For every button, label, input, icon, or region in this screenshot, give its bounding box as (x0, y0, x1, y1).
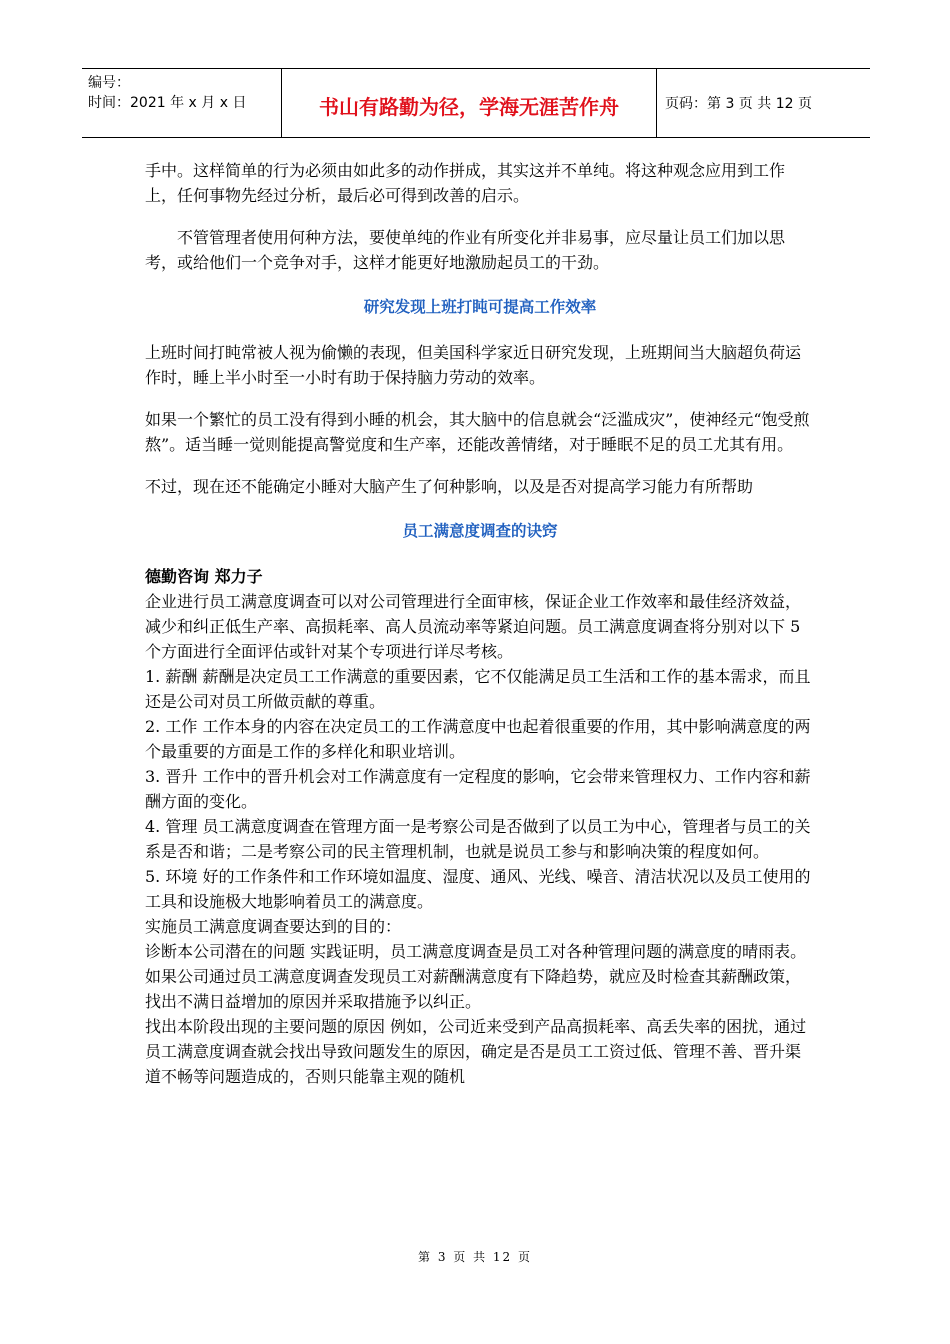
section-title: 员工满意度调查的诀窍 (402, 522, 558, 540)
header-left-cell (82, 69, 282, 137)
list-item: 1. 薪酬 薪酬是决定员工工作满意的重要因素，它不仅能满足员工生活和工作的基本需求，而且还是公司对员工所做贡献的尊重。 (145, 667, 811, 711)
paragraph: 实施员工满意度调查要达到的目的： (145, 917, 402, 936)
list-item: 5. 环境 好的工作条件和工作环境如温度、湿度、通风、光线、噪音、清洁状况以及员工使用的工具和设施极大地影响着员工的满意度。 (145, 867, 811, 911)
list-item: 2. 工作 工作本身的内容在决定员工的工作满意度中也起着很重要的作用，其中影响满意度的两个最重要的方面是工作的多样化和职业培训。 (145, 717, 811, 761)
paragraph: 不管管理者使用何种方法，要使单纯的作业有所变化并非易事，应尽量让员工们加以思考，或给他们一个竞争对手，这样才能更好地激励起员工的干劲。 (145, 228, 786, 272)
header-page-info: 页码：第 3 页 共 12 页 (665, 96, 812, 112)
paragraph: 不过，现在还不能确定小睡对大脑产生了何种影响，以及是否对提高学习能力有所帮助 (145, 477, 754, 496)
paragraph: 企业进行员工满意度调查可以对公司管理进行全面审核，保证企业工作效率和最佳经济效益，减少和纠正低生产率、高损耗率、高人员流动率等紧迫问题。员工满意度调查将分别对以下 5 个方面进行全面评估或针对某个专项进行详尽考核。 (145, 592, 802, 661)
section-title: 研究发现上班打盹可提高工作效率 (363, 298, 597, 316)
paragraph: 手中。这样简单的行为必须由如此多的动作拼成，其实这并不单纯。将这种观念应用到工作上，任何事物先经过分析，最后必可得到改善的启示。 (145, 161, 786, 205)
document-number-label: 编号： (88, 75, 130, 91)
page-footer: 第 3 页 共 12 页 (418, 1250, 532, 1264)
document-body (145, 158, 815, 1089)
paragraph: 诊断本公司潜在的问题 实践证明，员工满意度调查是员工对各种管理问题的满意度的晴雨表。如果公司通过员工满意度调查发现员工对薪酬满意度有下降趋势，就应及时检查其薪酬政策，找出不满日益增加的原因并采取措施予以纠正。 (145, 942, 807, 1011)
paragraph: 上班时间打盹常被人视为偷懒的表现，但美国科学家近日研究发现，上班期间当大脑超负荷运作时，睡上半小时至一小时有助于保持脑力劳动的效率。 (145, 343, 802, 387)
document-date: 时间：2021 年 x 月 x 日 (88, 95, 247, 111)
list-item: 3. 晋升 工作中的晋升机会对工作满意度有一定程度的影响，它会带来管理权力、工作内容和薪酬方面的变化。 (145, 767, 811, 811)
page-header (82, 68, 870, 138)
author-line: 德勤咨询 郑力子 (145, 567, 263, 586)
paragraph: 如果一个繁忙的员工没有得到小睡的机会，其大脑中的信息就会“泛滥成灾”，使神经元“饱受煎熬”。适当睡一觉则能提高警觉度和生产率，还能改善情绪，对于睡眠不足的员工尤其有用。 (145, 410, 810, 454)
paragraph: 找出本阶段出现的主要问题的原因 例如，公司近来受到产品高损耗率、高丢失率的困扰，通过员工满意度调查就会找出导致问题发生的原因，确定是否是员工工资过低、管理不善、晋升渠道不畅等问题造成的，否则只能靠主观的随机 (145, 1017, 807, 1086)
header-motto: 书山有路勤为径，学海无涯苦作舟 (282, 69, 657, 137)
list-item: 4. 管理 员工满意度调查在管理方面一是考察公司是否做到了以员工为中心，管理者与员工的关系是否和谐；二是考察公司的民主管理机制，也就是说员工参与和影响决策的程度如何。 (145, 817, 811, 861)
